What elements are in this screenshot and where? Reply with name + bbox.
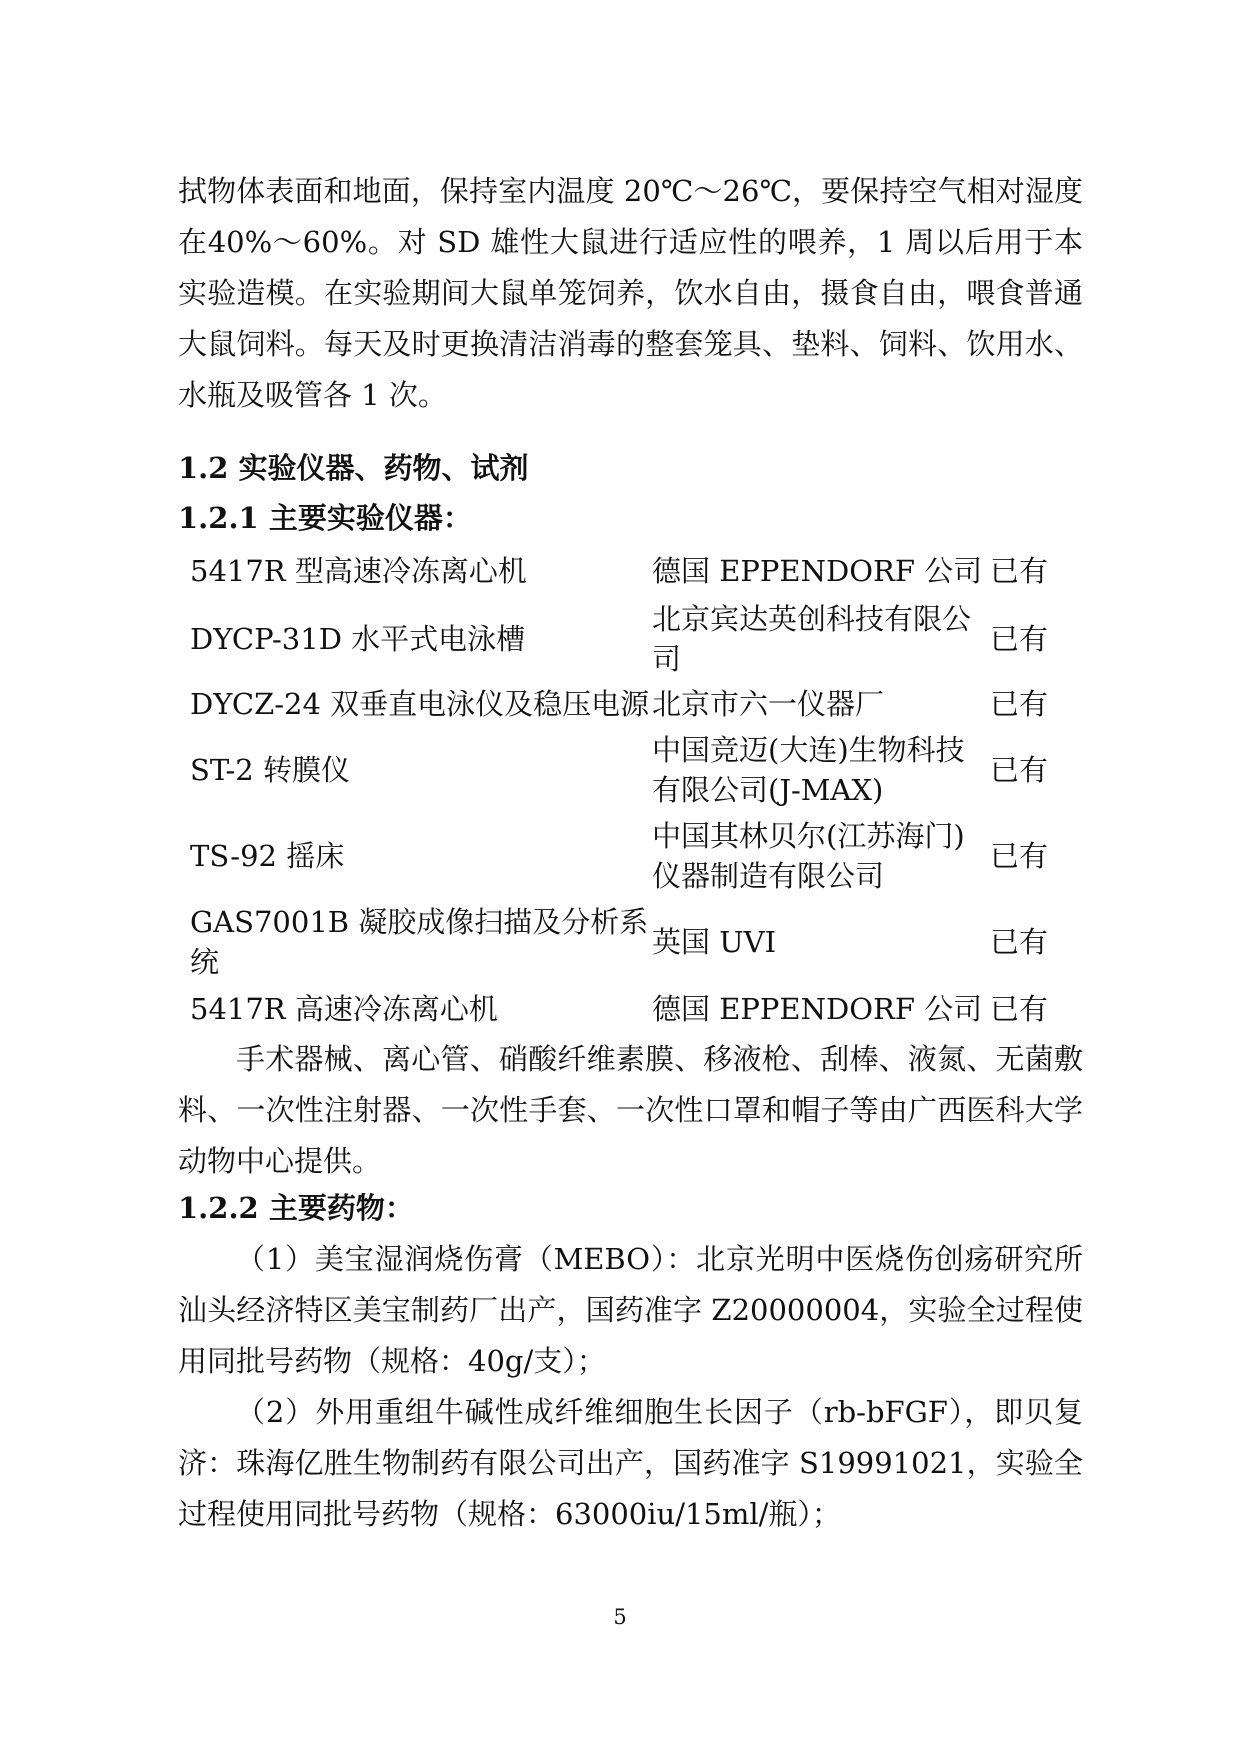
section-heading-1-2: 1.2 实验仪器、药物、试剂	[178, 451, 529, 485]
supplies-paragraph: 手术器械、离心管、硝酸纤维素膜、移液枪、刮棒、液氮、无菌敷料、一次性注射器、一次性手套、一次性口罩和帽子等由广西医科大学动物中心提供。	[178, 1042, 1083, 1178]
table-row	[190, 598, 1090, 680]
equipment-name: ST-2 转膜仪	[190, 753, 350, 787]
equipment-name: GAS7001B 凝胶成像扫描及分析系统	[190, 905, 649, 979]
equipment-maker: 北京市六一仪器厂	[652, 687, 885, 721]
drug-item-2: （2）外用重组牛碱性成纤维细胞生长因子（rb-bFGF），即贝复济：珠海亿胜生物制药有限公司出产，国药准字 S19991021，实验全过程使用同批号药物（规格：63000iu/15ml/瓶）；	[178, 1395, 1083, 1531]
equipment-status: 已有	[990, 992, 1049, 1026]
section-heading-1-2-2: 1.2.2 主要药物：	[178, 1191, 414, 1225]
page-number: 5	[613, 1605, 627, 1629]
table-row	[190, 812, 1090, 900]
table-row	[190, 680, 1090, 728]
equipment-name: TS-92 摇床	[190, 839, 345, 873]
table-row	[190, 900, 1090, 984]
table-row	[190, 984, 1090, 1034]
table-row	[190, 544, 1090, 598]
equipment-name: 5417R 型高速冷冻离心机	[190, 554, 527, 588]
equipment-maker: 英国 UVI	[652, 925, 777, 959]
equipment-maker: 德国 EPPENDORF 公司	[652, 992, 983, 1026]
section-heading-1-2-1: 1.2.1 主要实验仪器：	[178, 501, 472, 535]
equipment-maker: 中国其林贝尔(江苏海门)仪器制造有限公司	[652, 819, 965, 893]
equipment-status: 已有	[990, 753, 1049, 787]
equipment-maker: 北京宾达英创科技有限公司	[652, 602, 972, 676]
equipment-name: DYCZ-24 双垂直电泳仪及稳压电源	[190, 687, 650, 721]
equipment-table	[190, 544, 1090, 1034]
intro-paragraph: 拭物体表面和地面，保持室内温度 20℃～26℃，要保持空气相对湿度在40%～60%。对 SD 雄性大鼠进行适应性的喂养，1 周以后用于本实验造模。在实验期间大鼠单笼饲养，饮水自由，摄食自由，喂食普通大鼠饲料。每天及时更换清洁消毒的整套笼具、垫料、饲料、饮用水、水瓶及吸管各 1 次。	[178, 174, 1083, 412]
equipment-status: 已有	[990, 554, 1049, 588]
equipment-name: DYCP-31D 水平式电泳槽	[190, 622, 526, 656]
equipment-status: 已有	[990, 925, 1049, 959]
equipment-status: 已有	[990, 622, 1049, 656]
table-row	[190, 728, 1090, 812]
equipment-status: 已有	[990, 839, 1049, 873]
equipment-maker: 中国竞迈(大连)生物科技有限公司(J-MAX)	[652, 733, 965, 807]
equipment-name: 5417R 高速冷冻离心机	[190, 992, 498, 1026]
equipment-status: 已有	[990, 687, 1049, 721]
equipment-maker: 德国 EPPENDORF 公司	[652, 554, 983, 588]
drug-item-1: （1）美宝湿润烧伤膏（MEBO）：北京光明中医烧伤创疡研究所汕头经济特区美宝制药厂出产，国药准字 Z20000004，实验全过程使用同批号药物（规格：40g/支）；	[178, 1242, 1083, 1378]
